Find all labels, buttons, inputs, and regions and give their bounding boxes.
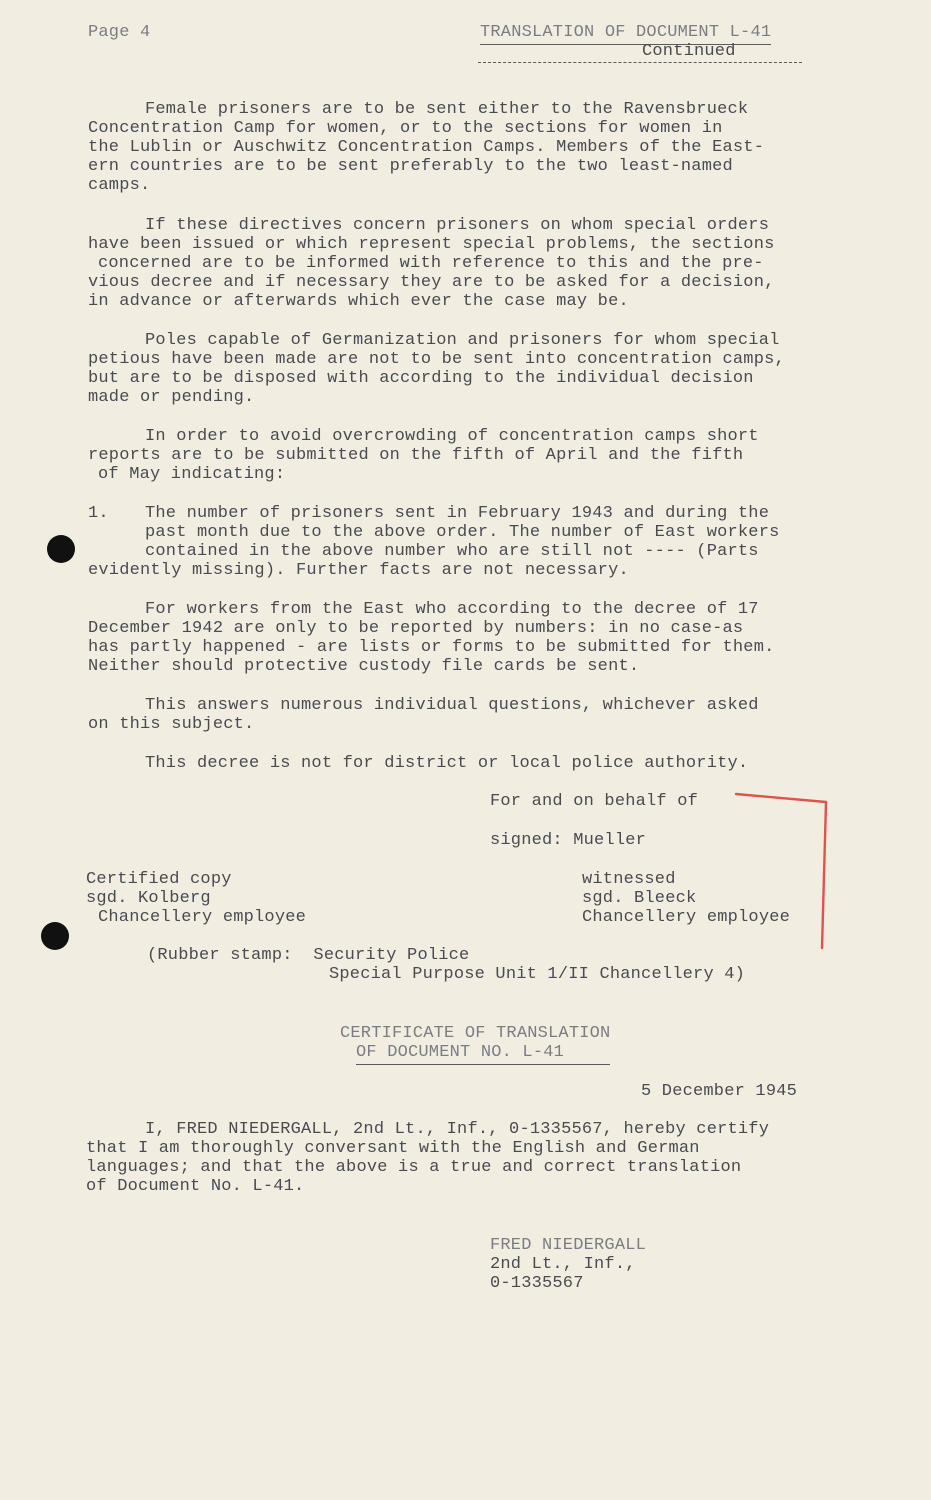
p5-line-4: Neither should protective custody file cards be sent. bbox=[88, 657, 640, 676]
behalf-line: For and on behalf of bbox=[490, 792, 699, 811]
p6-line-1: This answers numerous individual questions, whichever asked bbox=[145, 696, 759, 715]
certificate-date: 5 December 1945 bbox=[641, 1082, 798, 1101]
signer-serial: 0-1335567 bbox=[490, 1274, 584, 1293]
p1-line-2: Concentration Camp for women, or to the sections for women in bbox=[88, 119, 723, 138]
p5-line-1: For workers from the East who according to the decree of 17 bbox=[145, 600, 759, 619]
certified-signer: sgd. Kolberg bbox=[86, 889, 211, 908]
certificate-line-4: of Document No. L-41. bbox=[86, 1177, 305, 1196]
certificate-line-2: that I am thoroughly conversant with the English and German bbox=[86, 1139, 700, 1158]
p1-line-3: the Lublin or Auschwitz Concentration Camps. Members of the East- bbox=[88, 138, 765, 157]
signed-line: signed: Mueller bbox=[490, 831, 647, 850]
continued-label: Continued bbox=[642, 42, 736, 61]
item-1-number: 1. bbox=[88, 504, 109, 523]
p3-line-2: petious have been made are not to be sent into concentration camps, bbox=[88, 350, 785, 369]
p3-line-4: made or pending. bbox=[88, 388, 255, 407]
item-1-line-2: past month due to the above order. The number of East workers bbox=[145, 523, 780, 542]
certificate-line-3: languages; and that the above is a true and correct translation bbox=[86, 1158, 742, 1177]
header-rule bbox=[478, 62, 802, 63]
certified-copy: Certified copy bbox=[86, 870, 232, 889]
p4-line-2: reports are to be submitted on the fifth of April and the fifth bbox=[88, 446, 744, 465]
p2-line-5: in advance or afterwards which ever the case may be. bbox=[88, 292, 629, 311]
page-label: Page 4 bbox=[88, 23, 151, 42]
p2-line-2: have been issued or which represent special problems, the sections bbox=[88, 235, 775, 254]
p2-line-4: vious decree and if necessary they are to be asked for a decision, bbox=[88, 273, 775, 292]
p2-line-3: concerned are to be informed with reference to this and the pre- bbox=[98, 254, 764, 273]
rubber-stamp-line-1: (Rubber stamp: Security Police bbox=[147, 946, 470, 965]
signer-rank: 2nd Lt., Inf., bbox=[490, 1255, 636, 1274]
p1-line-4: ern countries are to be sent preferably to the two least-named bbox=[88, 157, 733, 176]
certificate-title-2: OF DOCUMENT NO. L-41 bbox=[356, 1043, 610, 1065]
certificate-title-1: CERTIFICATE OF TRANSLATION bbox=[340, 1024, 611, 1043]
rubber-stamp-line-2: Special Purpose Unit 1/II Chancellery 4) bbox=[329, 965, 746, 984]
witnessed-label: witnessed bbox=[582, 870, 676, 889]
p5-line-2: December 1942 are only to be reported by numbers: in no case-as bbox=[88, 619, 744, 638]
p4-line-1: In order to avoid overcrowding of concentration camps short bbox=[145, 427, 759, 446]
p6-line-2: on this subject. bbox=[88, 715, 255, 734]
p1-line-1: Female prisoners are to be sent either to the Ravensbrueck bbox=[145, 100, 749, 119]
certificate-line-1: I, FRED NIEDERGALL, 2nd Lt., Inf., 0-1335567, hereby certify bbox=[145, 1120, 770, 1139]
p7-line: This decree is not for district or local police authority. bbox=[145, 754, 749, 773]
witnessed-signer: sgd. Bleeck bbox=[582, 889, 697, 908]
p2-line-1: If these directives concern prisoners on whom special orders bbox=[145, 216, 770, 235]
p5-line-3: has partly happened - are lists or forms to be submitted for them. bbox=[88, 638, 775, 657]
item-1-line-1: The number of prisoners sent in February 1943 and during the bbox=[145, 504, 770, 523]
witnessed-role: Chancellery employee bbox=[582, 908, 791, 927]
item-1-line-3: contained in the above number who are still not ---- (Parts bbox=[145, 542, 759, 561]
certified-role: Chancellery employee bbox=[98, 908, 307, 927]
punch-hole bbox=[41, 922, 69, 950]
signer-name: FRED NIEDERGALL bbox=[490, 1236, 647, 1255]
p3-line-1: Poles capable of Germanization and prisoners for whom special bbox=[145, 331, 780, 350]
punch-hole bbox=[47, 535, 75, 563]
document-title: TRANSLATION OF DOCUMENT L-41 bbox=[480, 23, 771, 45]
p4-line-3: of May indicating: bbox=[98, 465, 286, 484]
red-pencil-mark bbox=[730, 780, 840, 960]
p1-line-5: camps. bbox=[88, 176, 151, 195]
item-1-line-4: evidently missing). Further facts are not necessary. bbox=[88, 561, 629, 580]
p3-line-3: but are to be disposed with according to the individual decision bbox=[88, 369, 754, 388]
